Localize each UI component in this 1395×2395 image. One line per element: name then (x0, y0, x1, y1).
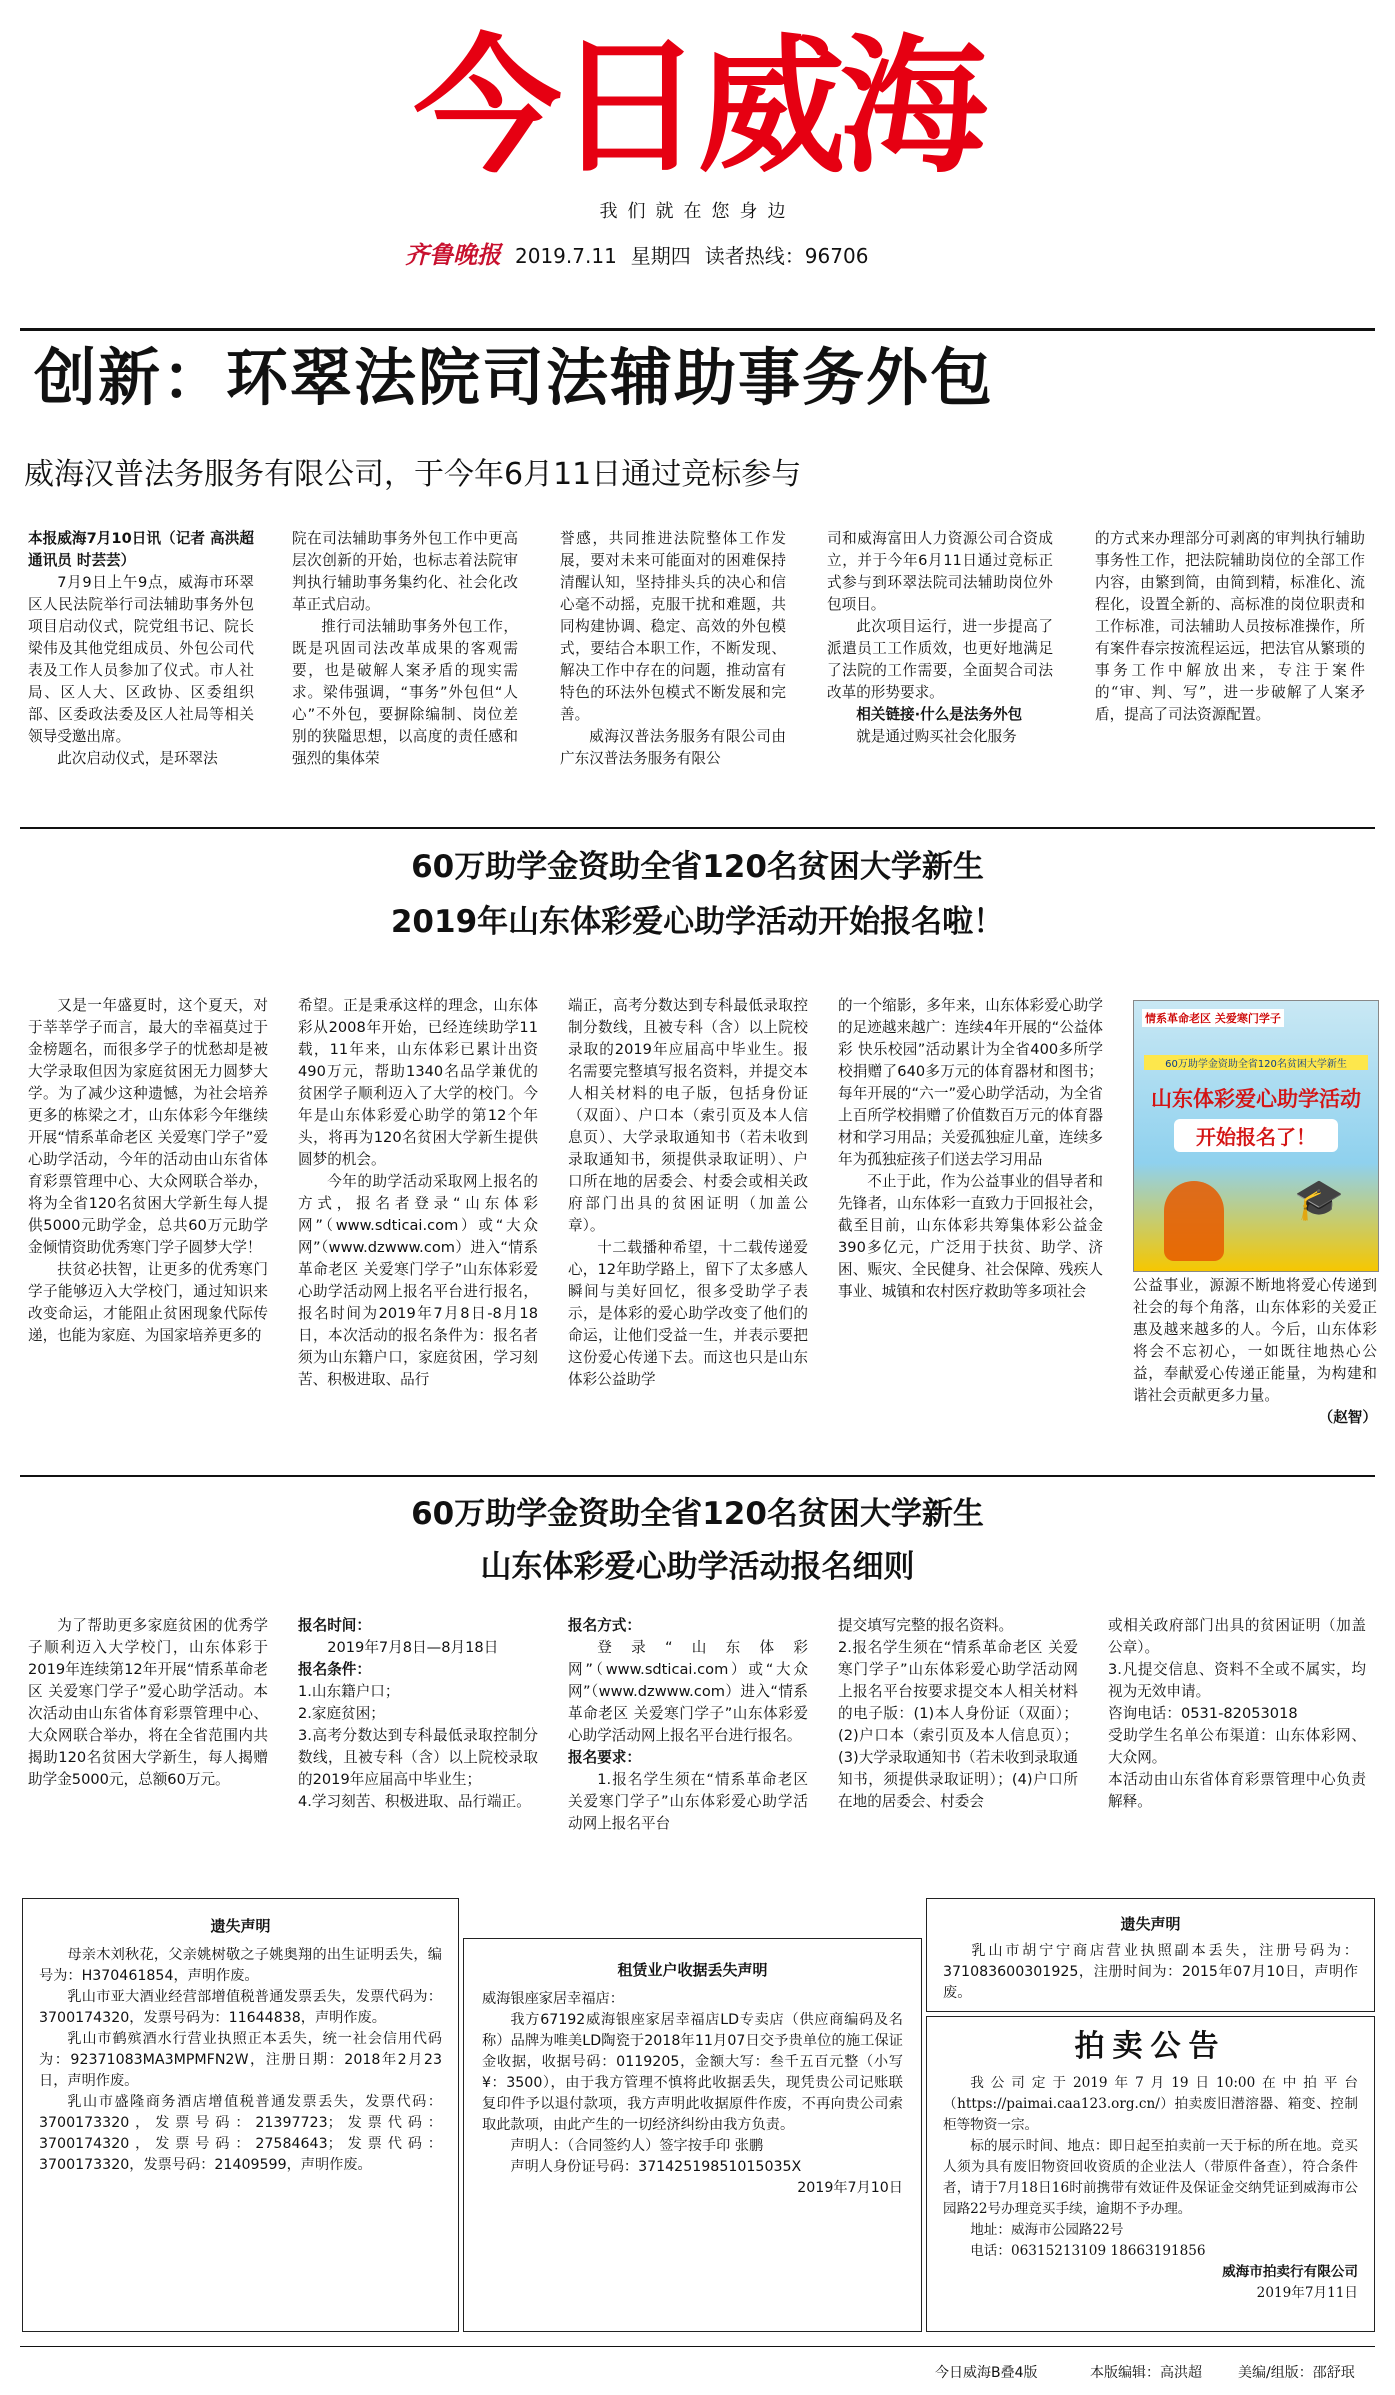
article1-col3-text2: 威海汉普法务服务有限公司由广东汉普法务服务有限公 (560, 728, 786, 767)
promo-poster-image (1133, 1000, 1379, 1272)
poster-top: 情系革命老区 关爱寒门学子 (1142, 1009, 1284, 1027)
rule-3 (20, 1475, 1375, 1477)
masthead-slogan: 我们就在您身边 (599, 201, 796, 222)
rent-receipt-signer: 声明人：（合同签约人）签字按手印 张鹏 (510, 2138, 764, 2154)
article1-col5 (1095, 528, 1365, 818)
issue-date: 2019.7.11 (515, 244, 617, 268)
footer-section: 今日威海B叠4版 (935, 2365, 1038, 2381)
article1-col2 (292, 528, 518, 818)
article2-col1 (28, 995, 268, 1470)
article1-col4-text3: 就是通过购买社会化服务 (856, 728, 1017, 745)
lost-notice-2-text: 乳山市胡宁宁商店营业执照副本丢失，注册号码为：371083600301925，注册时间为：2015年07月10日，声明作废。 (943, 1943, 1358, 2001)
article3-time-text: 2019年7月8日—8月18日 (327, 1639, 499, 1656)
article3-col5 (1108, 1615, 1366, 1885)
auction-notice (926, 2016, 1375, 2332)
lost-notice-2-title: 遗失声明 (1120, 1915, 1181, 1933)
footer-editor: 本版编辑：高洪超 (1090, 2365, 1202, 2381)
issue-weekday: 星期四 (630, 244, 691, 268)
footer-design: 美编/组版：邵舒珉 (1238, 2365, 1355, 2381)
article3-conditions-text: 1.山东籍户口； 2.家庭贫困； 3.高考分数达到专科最低录取控制分数线，且被专科（含）以上院校录取的2019年应届高中毕业生； 4.学习刻苦、积极进取、品行端正。 (298, 1683, 538, 1810)
rent-receipt-id: 声明人身份证号码：37142519851015035X (510, 2159, 802, 2175)
article1-col4-text: 司和威海富田人力资源公司合资成立，并于今年6月11日通过竞标正式参与到环翠法院司法辅助岗位外包项目。 (827, 530, 1053, 613)
lost-notice-1-item: 乳山市盛隆商务酒店增值税普通发票丢失，发票代码：3700173320，发票号码：21397723；发票代码：3700174320，发票号码：27584643；发票代码：3700173320，发票号码：21409599，声明作废。 (39, 2094, 442, 2173)
article3-col4-text: 提交填写完整的报名资料。 2.报名学生须在“情系革命老区 关爱寒门学子”山东体彩爱心助学活动网上报名平台按要求提交本人相关材料的电子版：(1)本人身份证（双面）；(2)户口本（索引页及本人信息页）；(3)大学录取通知书（若未收到录取通知书，须提供录取证明）；(4)户口所在地的居委会、村委会 (838, 1617, 1078, 1810)
article3-col5-text: 或相关政府部门出具的贫困证明（加盖公章）。 3.凡提交信息、资料不全或不属实，均视为无效申请。 咨询电话：0531-82053018 受助学生名单公布渠道：山东体彩网、大众网。 本活动由山东省体育彩票管理中心负责解释。 (1108, 1617, 1366, 1810)
article2-col5 (1133, 1275, 1377, 1460)
auction-body (927, 2067, 1374, 2304)
article2-col4-text: 的一个缩影，多年来，山东体彩爱心助学的足迹越来越广：连续4年开展的“公益体彩 快乐校园”活动累计为全省400多所学校捐赠了640多万元的体育器材和图书；每年开展的“六一”爱心助学活动，为全省上百所学校捐赠了价值数百万元的体育器材和学习用品；关爱孤独症儿童，连续多年为孤独症孩子们送去学习用品 (838, 997, 1103, 1168)
rent-receipt-date: 2019年7月10日 (797, 2180, 903, 2196)
article1-col1 (28, 528, 254, 818)
article1-col1-text2: 此次启动仪式，是环翠法 (57, 750, 218, 767)
article3-col2 (298, 1615, 538, 1885)
poster-title: 山东体彩爱心助学活动 (1151, 1087, 1361, 1111)
article2-col2-text: 希望。正是秉承这样的理念，山东体彩从2008年开始，已经连续助学11载，11年来，山东体彩已累计出资490万元，帮助1340名品学兼优的贫困学子顺利迈入了大学的校门。今年是山东体彩爱心助学的第12个年头，将再为120名贫困大学新生提供圆梦的机会。 (298, 997, 538, 1168)
article2-col1-text2: 扶贫必扶智，让更多的优秀寒门学子能够迈入大学校门，通过知识来改变命运，才能阻止贫困现象代际传递，也能为家庭、为国家培养更多的 (28, 1261, 268, 1344)
article2-col3-text2: 十二载播种希望，十二载传递爱心，12年助学路上，留下了太多感人瞬间与美好回忆，很多受助学子表示，是体彩的爱心助学改变了他们的命运，让他们受益一生，并表示要把这份爱心传递下去。而这也只是山东体彩公益助学 (568, 1239, 808, 1388)
lost-notice-1 (22, 1898, 459, 2332)
lost-notice-1-item: 乳山市鹤殡酒水行营业执照正本丢失，统一社会信用代码为：92371083MA3MPMFN2W，注册日期：2018年2月23日，声明作废。 (39, 2031, 442, 2089)
article2-col1-text: 又是一年盛夏时，这个夏天，对于莘莘学子而言，最大的幸福莫过于金榜题名，而很多学子的忧愁却是被大学录取但因为家庭贫困无力圆梦大学。为了减少这种遗憾，为社会培养更多的栋梁之才，山东体彩今年继续开展“情系革命老区 关爱寒门学子”爱心助学活动，今年的活动由山东省体育彩票管理中心、大众网联合举办，将为全省120名贫困大学新生每人提供5000元助学金，总共60万元助学金倾情资助优秀寒门学子圆梦大学！ (28, 997, 268, 1256)
rent-receipt-body (464, 1981, 921, 2199)
rent-receipt-addressee: 威海银座家居幸福店： (482, 1991, 624, 2007)
auction-text: 我公司定于2019年7月19日10:00在中拍平台（https://paimai.caa123.org.cn/）拍卖废旧潜溶器、箱变、控制柜等物资一宗。 (943, 2075, 1358, 2133)
article2-col5-text: 公益事业，源源不断地将爱心传递到社会的每个角落，山东体彩的关爱正惠及越来越多的人。今后，山东体彩将会不忘初心，一如既往地热心公益，奉献爱心传递正能量，为构建和谐社会贡献更多力量。 (1133, 1277, 1377, 1404)
article1-col1-text: 7月9日上午9点，威海市环翠区人民法院举行司法辅助事务外包项目启动仪式，院党组书记、院长梁伟及其他党组成员、外包公司代表及工作人员参加了仪式。市人社局、区人大、区政协、区委组织部、区委政法委及区人社局等相关领导受邀出席。 (28, 574, 254, 745)
rent-receipt-text: 我方67192威海银座家居幸福店LD专卖店（供应商编码及名称）品牌为唯美LD陶瓷于2018年11月07日交予贵单位的施工保证金收据，收据号码：0119205，金额大写：叁千五百元整（小写¥：3500），由于我方管理不慎将此收据丢失，现凭贵公司记账联复印件予以退付款项，我方声明此收据原件作废，不再向贵公司索取此款项，由此产生的一切经济纠纷由我方负责。 (482, 2012, 903, 2133)
rent-receipt-notice (463, 1938, 922, 2332)
auction-date: 2019年7月11日 (1256, 2285, 1358, 2301)
lost-notice-1-item: 母亲木刘秋花，父亲姚树敬之子姚奥翔的出生证明丢失，编号为：H370461854，声明作废。 (39, 1947, 442, 1984)
reader-hotline: 读者热线：96706 (704, 244, 869, 268)
article2-headline2: 2019年山东体彩爱心助学活动开始报名啦！ (390, 904, 1005, 940)
article3-headline2: 山东体彩爱心助学活动报名细则 (480, 1549, 915, 1585)
article3-col1-text: 为了帮助更多家庭贫困的优秀学子顺利迈入大学校门，山东体彩于2019年连续第12年开展“情系革命老区 关爱寒门学子”爱心助学活动。本次活动由山东省体育彩票管理中心、大众网联合举办，将在全省范围内共揭助120名贫困大学新生，每人揭赠助学金5000元，总额60万元。 (28, 1617, 268, 1788)
article3-col3 (568, 1615, 808, 1885)
lost-notice-1-title: 遗失声明 (210, 1917, 271, 1935)
footer-rule (20, 2346, 1375, 2347)
article3-headline1: 60万助学金资助全省120名贫困大学新生 (411, 1496, 984, 1532)
student-figure-icon (1164, 1181, 1224, 1261)
rent-receipt-title: 租赁业户收据丢失声明 (617, 1961, 768, 1979)
article2-col2-text2: 今年的助学活动采取网上报名的方式，报名者登录“山东体彩网”（www.sdticai.com）或“大众网”（www.dzwww.com）进入“情系革命老区 关爱寒门学子”山东体彩爱心助学活动网上报名平台进行报名，报名时间为2019年7月8日-8月18日，本次活动的报名条件为：报名者须为山东籍户口，家庭贫困，学习刻苦、积极进取、品行 (298, 1173, 538, 1388)
article3-col1 (28, 1615, 268, 1885)
article1-col2-text2: 推行司法辅助事务外包工作，既是巩固司法改革成果的客观需要，也是破解人案矛盾的现实需求。梁伟强调，“事务”外包但“人心”不外包，要摒除编制、岗位差别的狭隘思想，以高度的责任感和强烈的集体荣 (292, 618, 518, 767)
brand-logo: 齐鲁晚报 (405, 240, 501, 269)
graduation-cap-icon: 🎓 (1294, 1177, 1344, 1223)
article1-col2-text: 院在司法辅助事务外包工作中更高层次创新的开始，也标志着法院审判执行辅助事务集约化、社会化改革正式启动。 (292, 530, 518, 613)
article1-col3 (560, 528, 786, 818)
article1-col4-text2: 此次项目运行，进一步提高了派遣员工工作质效，也更好地满足了法院的工作需要，全面契合司法改革的形势要求。 (827, 618, 1053, 701)
article2-col4 (838, 995, 1103, 1470)
top-rule (20, 328, 1375, 331)
lost-notice-1-body (23, 1937, 458, 2176)
article2-col2 (298, 995, 538, 1470)
article2-byline: （赵智） (1318, 1409, 1377, 1426)
article1-lead: 本报威海7月10日讯（记者 高洪超 通讯员 时芸芸） (28, 530, 254, 569)
article3-requirements-heading: 报名要求： (568, 1749, 641, 1766)
article2-col3-text: 端正，高考分数达到专科最低录取控制分数线，且被专科（含）以上院校录取的2019年应届高中毕业生。报名需要完整填写报名资料，并提交本人相关材料的电子版，包括身份证（双面）、户口本（索引页及本人信息页）、大学录取通知书（若未收到录取通知书，须提供录取证明）、户口所在地的居委会、村委会或相关政府部门出具的贫困证明（加盖公章）。 (568, 997, 808, 1234)
rule-2 (20, 827, 1375, 829)
article3-time-heading: 报名时间： (298, 1617, 371, 1634)
auction-company: 威海市拍卖行有限公司 (1222, 2264, 1358, 2280)
article3-col4 (838, 1615, 1078, 1885)
article1-col5-text: 的方式来办理部分可剥离的审判执行辅助事务性工作，把法院辅助岗位的全部工作内容，由繁到简，由简到精，标准化、流程化，设置全新的、高标准的岗位职责和工作标准，司法辅助人员按标准操作，所有案件春宗按流程运远，把法官从繁琐的事务工作中解放出来，专注于案件的“审、判、写”，进一步破解了人案矛盾，提高了司法资源配置。 (1095, 530, 1365, 723)
article1-col4 (827, 528, 1053, 818)
poster-line: 60万助学金资助全省120名贫困大学新生 (1144, 1055, 1368, 1070)
article1-headline: 创新：环翠法院司法辅助事务外包 (34, 341, 995, 414)
article2-col3 (568, 995, 808, 1470)
lost-notice-1-item: 乳山市亚大酒业经营部增值税普通发票丢失，发票代码为：3700174320，发票号码为：11644838，声明作废。 (39, 1989, 442, 2026)
article3-method-heading: 报名方式： (568, 1617, 641, 1634)
article3-requirements-text: 1.报名学生须在“情系革命老区 关爱寒门学子”山东体彩爱心助学活动网上报名平台 (568, 1771, 808, 1832)
article1-related-link: 相关链接·什么是法务外包 (856, 706, 1023, 723)
article2-col4-text2: 不止于此，作为公益事业的倡导者和先锋者，山东体彩一直致力于回报社会，截至目前，山东体彩共筹集体彩公益金390多亿元，广泛用于扶贫、助学、济困、赈灾、全民健身、社会保障、残疾人事业、城镇和农村医疗救助等多项社会 (838, 1173, 1103, 1300)
article3-method-text: 登录“山东体彩网”（www.sdticai.com）或“大众网”（www.dzwww.com）进入“情系革命老区 关爱寒门学子”山东体彩爱心助学活动网上报名平台进行报名。 (568, 1639, 808, 1744)
lost-notice-2 (926, 1898, 1375, 2012)
auction-text: 标的展示时间、地点：即日起至拍卖前一天于标的所在地。竞买人须为具有废旧物资回收资质的企业法人（带原件备查），符合条件者，请于7月18日16时前携带有效证件及保证金交纳凭证到威海市公园路22号办理竞买手续，逾期不予办理。 (943, 2138, 1358, 2217)
poster-cta: 开始报名了！ (1174, 1119, 1338, 1152)
masthead-title: 今日威海 (413, 21, 982, 193)
article1-col3-text: 誉感，共同推进法院整体工作发展，要对未来可能面对的困难保持清醒认知，坚持排头兵的决心和信心毫不动摇，克服干扰和难题，共同构建协调、稳定、高效的外包模式，要结合本职工作，不断发现、解决工作中存在的问题，推动富有特色的环法外包模式不断发展和完善。 (560, 530, 786, 723)
auction-title: 拍卖公告 (1074, 2029, 1227, 2064)
auction-phone: 电话：06315213109 18663191856 (970, 2243, 1206, 2259)
issue-info (405, 240, 882, 271)
article1-subhead: 威海汉普法务服务有限公司，于今年6月11日通过竞标参与 (24, 457, 802, 492)
auction-address: 地址：威海市公园路22号 (970, 2222, 1124, 2238)
lost-notice-2-body (927, 1935, 1374, 2004)
article3-conditions-heading: 报名条件： (298, 1661, 371, 1678)
article2-headline1: 60万助学金资助全省120名贫困大学新生 (411, 849, 984, 885)
